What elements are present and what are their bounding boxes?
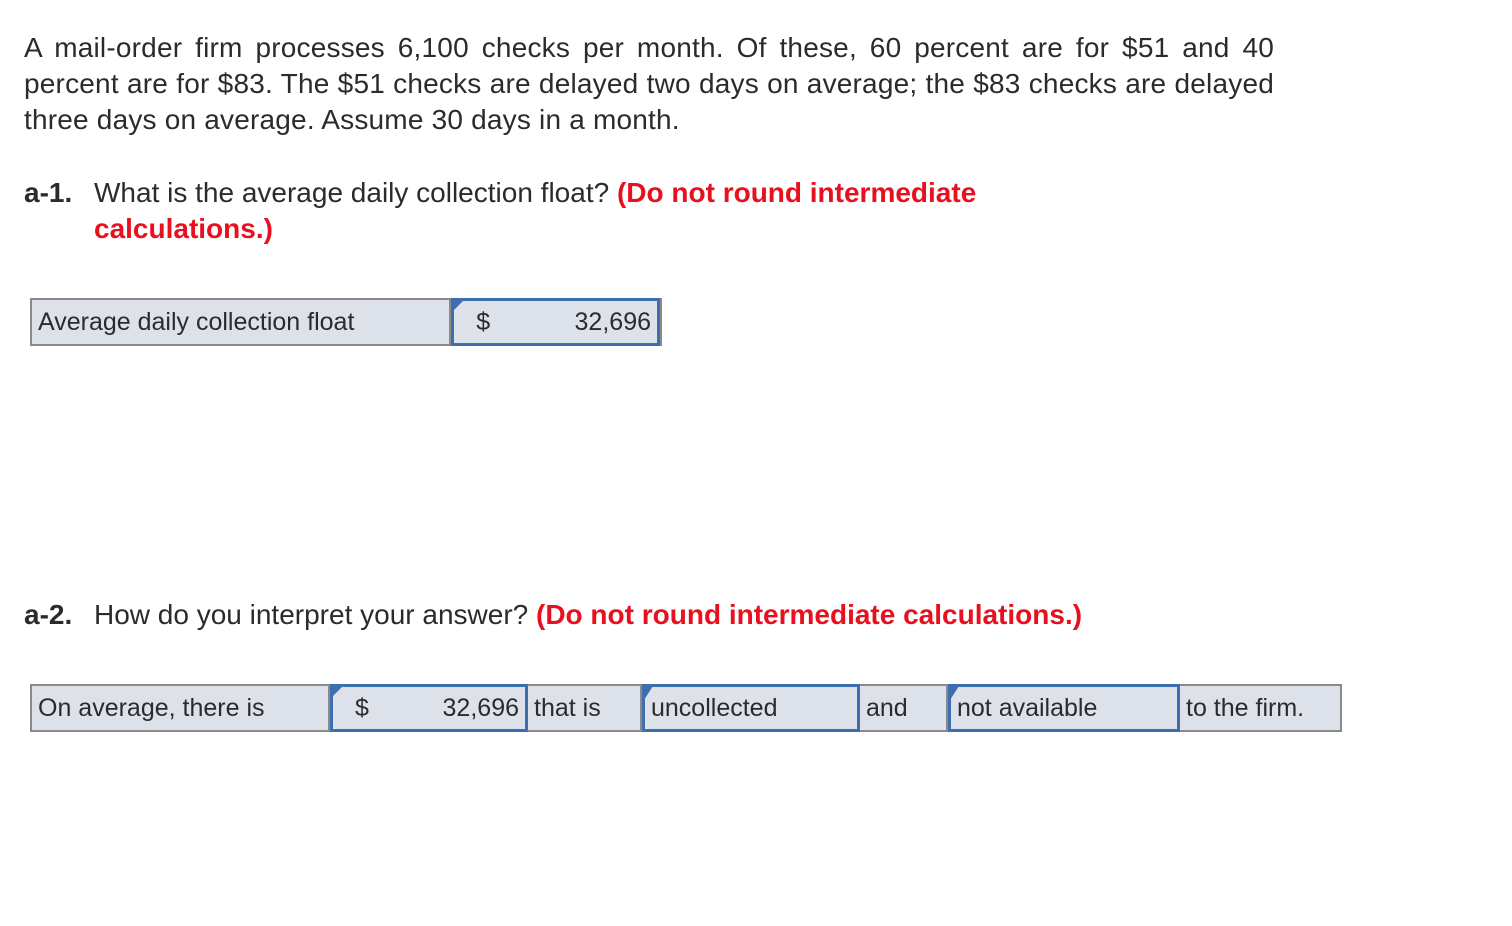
input-value: 32,696 <box>574 307 651 336</box>
problem-statement: A mail-order firm processes 6,100 checks per month. Of these, 60 percent are for $51 and 40 percent are for $83. The $51 checks are delayed two days on average; the $83 checks are delayed three days on average. Assume 30 days in a month. <box>24 32 1274 135</box>
answer-flag-icon <box>332 686 343 697</box>
float-amount-input[interactable] <box>451 298 660 346</box>
question-number: a-1. <box>24 177 73 208</box>
answer-flag-icon <box>453 300 464 311</box>
dropdown-value: uncollected <box>651 693 778 722</box>
text-and: and <box>860 686 948 730</box>
answer-row-a1 <box>30 298 662 346</box>
row-label: Average daily collection float <box>32 300 451 344</box>
answer-flag-icon <box>644 686 653 700</box>
sentence-suffix: to the firm. <box>1180 686 1340 730</box>
status-dropdown-1[interactable] <box>642 684 860 732</box>
interpretation-amount-input[interactable] <box>330 684 528 732</box>
question-a2 <box>24 597 1284 633</box>
answer-flag-icon <box>950 686 959 700</box>
status-dropdown-2[interactable] <box>948 684 1180 732</box>
text-that-is: that is <box>528 686 642 730</box>
question-a1 <box>24 175 1084 247</box>
answer-row-a2 <box>30 684 1342 732</box>
question-text: How do you interpret your answer? <box>94 599 529 630</box>
currency-symbol: $ <box>476 307 491 336</box>
question-text: What is the average daily collection float? <box>94 177 610 208</box>
instruction-text: (Do not round intermediate calculations.) <box>536 599 1083 630</box>
input-value: 32,696 <box>442 693 519 722</box>
currency-symbol: $ <box>355 693 369 722</box>
sentence-prefix: On average, there is <box>32 686 330 730</box>
dropdown-value: not available <box>957 693 1098 722</box>
question-number: a-2. <box>24 599 73 630</box>
instruction-text: (Do not round intermediate calculations.) <box>94 177 977 244</box>
